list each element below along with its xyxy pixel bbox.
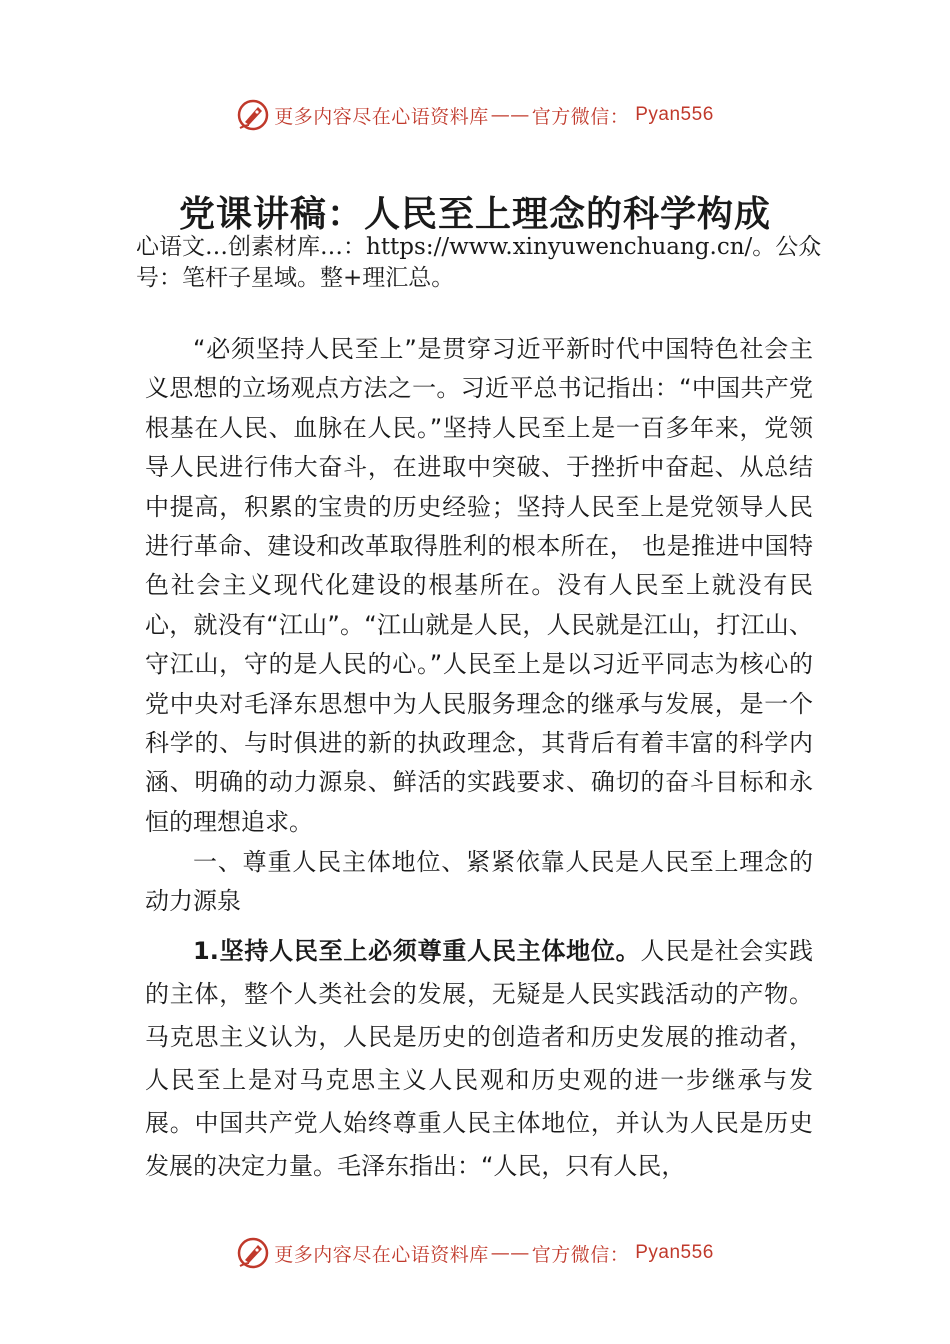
banner-wechat-id: Pyan556 bbox=[635, 1242, 714, 1263]
pen-nib-logo-icon bbox=[236, 98, 270, 132]
banner-dash: —— bbox=[490, 104, 530, 126]
banner-wechat-id: Pyan556 bbox=[635, 104, 714, 125]
paragraph-text: “必须坚持人民至上”是贯穿习近平新时代中国特色社会主义思想的立场观点方法之一。习近平总书记指出：“中国共产党根基在人民、血脉在人民。”坚持人民至上是一百多年来，党领导人民进行伟大奋斗，在进取中突破、于挫折中奋起、从总结中提高，积累的宝贵的历史经验；坚持人民至上是党领导人民进行革命、建设和改革取得胜利的根本所在， 也是推进中国特色社会主义现代化建设的根基所在。没有人民至上就没有民心，就没有“江山”。“江山就是人民，人民就是江山，打江山、守江山，守的是人民的心。”人民至上是以习近平同志为核心的党中央对毛泽东思想中为人民服务理念的继承与发展，是一个科学的、与时俱进的新的执政理念，其背后有着丰富的科学内涵、明确的动力源泉、鲜活的实践要求、确切的奋斗目标和永恒的理想追求。 bbox=[145, 335, 813, 836]
banner-wechat-label: 官方微信： bbox=[531, 105, 630, 128]
banner-main-text: 更多内容尽在心语资料库 bbox=[274, 105, 489, 128]
header-banner bbox=[0, 95, 950, 135]
point-text: 人民是社会实践的主体，整个人类社会的发展，无疑是人民实践活动的产物。马克思主义认为，人民是历史的创造者和历史发展的推动者，人民至上是对马克思主义人民观和历史观的进一步继承与发展。中国共产党人始终尊重人民主体地位，并认为人民是历史发展的决定力量。毛泽东指出：“人民，只有人民， bbox=[145, 937, 813, 1180]
banner-wechat-label: 官方微信： bbox=[531, 1243, 630, 1266]
section-heading bbox=[145, 843, 813, 922]
intro-paragraph bbox=[145, 330, 813, 842]
banner-dash: —— bbox=[490, 1242, 530, 1264]
point-text-block bbox=[145, 930, 813, 1188]
footer-banner bbox=[0, 1233, 950, 1273]
heading-text: 一、尊重人民主体地位、紧紧依靠人民是人民至上理念的动力源泉 bbox=[145, 848, 813, 916]
point-lead: 1.坚持人民至上必须尊重人民主体地位。 bbox=[193, 937, 641, 965]
source-note: 心语文…创素材库…：https://www.xinyuwenchuang.cn/。公众号：笔杆子星域。整+理汇总。 bbox=[136, 234, 822, 291]
banner-main-text: 更多内容尽在心语资料库 bbox=[274, 1243, 489, 1266]
point-paragraph bbox=[145, 930, 813, 1188]
document-title: 党课讲稿：人民至上理念的科学构成 bbox=[178, 193, 771, 235]
pen-nib-logo-icon bbox=[236, 1236, 270, 1270]
